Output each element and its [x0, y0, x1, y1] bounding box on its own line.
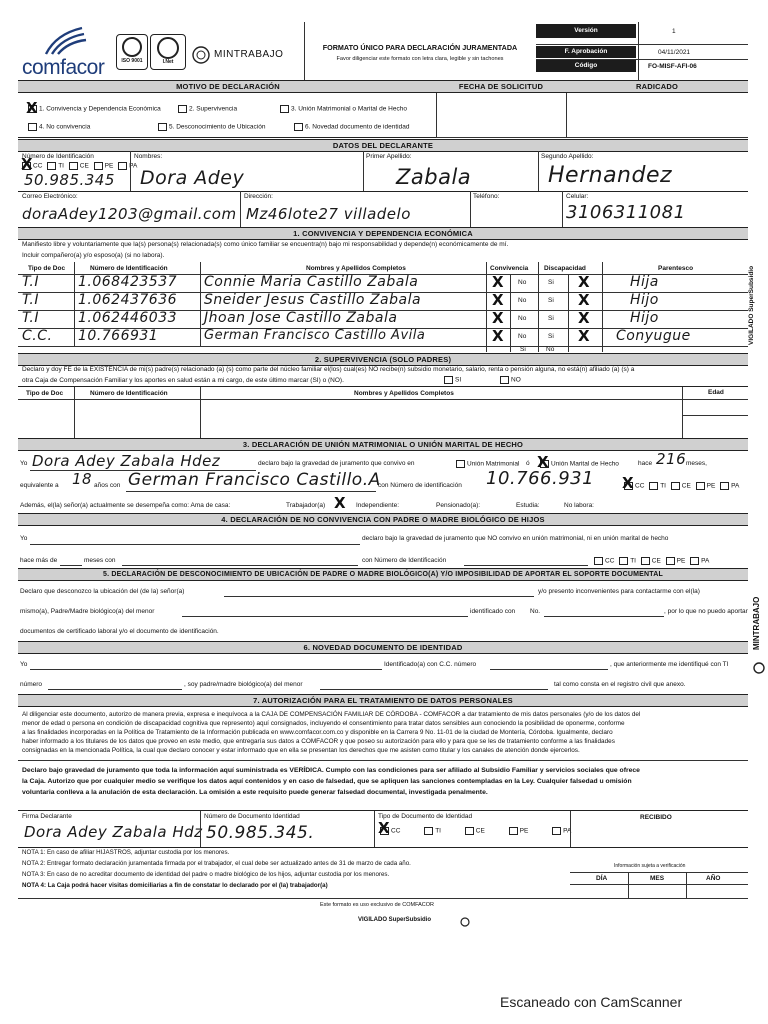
discapacidad-mark: X: [578, 273, 590, 291]
discapacidad-mark: X: [578, 309, 590, 327]
s3-hace: hace: [638, 460, 653, 467]
s5-l2: mismo(a), Padre/Madre biológico(a) del menor: [20, 608, 155, 615]
col-numero: Número de Identificación: [90, 265, 168, 272]
s6-l1: Identificado(a) con C.C. número: [384, 661, 477, 668]
mintrabajo-logo: [192, 46, 296, 66]
s3-partner-id: 10.766.931: [486, 468, 595, 489]
recibido-label: RECIBIDO: [640, 814, 672, 821]
s7-bold-2: la Caja. Autorizo que por cualquier medio se verifique los datos aquí contenidos y en caso de falsedad, que se apliquen las sanciones contempladas en la Ley. Cualquier falsedad u omisión: [22, 778, 632, 785]
col-tipo-doc: Tipo de Doc: [28, 265, 66, 272]
id-label: Número de Identificación: [22, 153, 94, 160]
option-supervivencia[interactable]: 2. Supervivencia: [178, 105, 237, 113]
form-title: FORMATO ÚNICO PARA DECLARACIÓN JURAMENTADA: [322, 43, 518, 52]
num-doc-label: Número de Documento Identidad: [204, 813, 300, 820]
table-row: [18, 328, 748, 346]
section2-title: 2. SUPERVIVENCIA (SOLO PADRES): [18, 353, 748, 366]
row-nombre: Sneider Jesus Castillo Zabala: [204, 292, 422, 308]
col-tipo-doc: Tipo de Doc: [26, 390, 64, 397]
s3-name-value: Dora Adey Zabala Hdez: [32, 452, 221, 470]
s4-yo: Yo: [20, 535, 28, 542]
inet-cert-badge: [150, 34, 186, 70]
comfacor-wordmark: comfacor: [22, 56, 105, 79]
row-parentesco: Hijo: [630, 310, 659, 326]
uso-exclusivo: Este formato es uso exclusivo de COMFACOR: [320, 902, 435, 908]
tipo-doc-label: Tipo de Documento de Identidad: [378, 813, 473, 820]
no-label: No: [518, 333, 527, 340]
globe-icon: [157, 37, 179, 59]
info-sujeta: Información sujeta a verificación: [614, 863, 686, 869]
col-convivencia: Convivencia: [490, 265, 529, 272]
s7-bold-3: voluntaria conlleva a la anulación de esta declaración. La omisión a este requisito puede generar falsedad documental, investigada penalmente.: [22, 789, 488, 796]
id-types: CC TI CE PE PA: [22, 162, 137, 170]
s7-bold-1: Declaro bajo gravedad de juramento que toda la información aquí suministrada es VERÍDICA. Cumplo con las condiciones para ser afiliado al Subsidio Familiar y servicios sociales que ofrece: [22, 767, 640, 774]
discapacidad-mark: X: [578, 327, 590, 345]
s3-meses-value: 216: [656, 450, 687, 468]
mintrabajo-wordmark: MINTRABAJO: [214, 49, 284, 60]
cc-mark: X: [21, 155, 33, 173]
notes-block: [18, 846, 570, 896]
s5-l2b: identificado con: [470, 608, 516, 615]
section2-no[interactable]: NO: [500, 376, 521, 384]
s3-con-num: con Número de identificación: [378, 482, 462, 489]
row-numero: 10.766931: [78, 328, 159, 344]
option-convivencia-mark: X: [26, 99, 38, 117]
comfacor-logo: [20, 26, 112, 79]
s3-union-mat[interactable]: Unión Matrimonial: [456, 460, 519, 468]
surname2-value: Hernandez: [548, 163, 673, 188]
names-value: Dora Adey: [140, 167, 245, 189]
supersubsidio-icon: [460, 917, 470, 927]
row-parentesco: Hijo: [630, 292, 659, 308]
convivencia-mark: X: [492, 291, 504, 309]
si-label: Si: [548, 279, 554, 286]
inet-label: I.Net: [162, 59, 174, 65]
section-motivo-title: MOTIVO DE DECLARACIÓN: [18, 80, 438, 93]
approval-label: F. Aprobación: [536, 46, 636, 58]
section1-intro2: Incluir compañero(a) y/o esposo(a) (si no labora).: [22, 252, 165, 259]
convivencia-mark: X: [492, 273, 504, 291]
s4-l2c: con Número de Identificación: [362, 557, 447, 564]
s3-nolabora: No labora:: [564, 502, 594, 509]
surname2-label: Segundo Apellido:: [541, 153, 594, 160]
section6-title: 6. NOVEDAD DOCUMENTO DE IDENTIDAD: [18, 641, 748, 654]
option-no-convivencia[interactable]: 4. No convivencia: [28, 123, 90, 131]
table-row: [18, 292, 748, 310]
row-nombre: German Francisco Castillo Avila: [204, 328, 426, 343]
row-tipo: C.C.: [22, 328, 53, 344]
signature-block: [18, 810, 748, 848]
id-value: 50.985.345: [24, 171, 115, 189]
side-mintrabajo: MINTRABAJO: [752, 596, 761, 650]
section1-title: 1. CONVIVENCIA Y DEPENDENCIA ECONÓMICA: [18, 227, 748, 240]
section2-text2: otra Caja de Compensación Familiar y los aportes en salud están a mi cargo, de este último marcar (SI) o (NO).: [22, 377, 344, 384]
row-tipo: T.I: [22, 274, 39, 290]
s3-l1: declaro bajo la gravedad de juramento que convivo en: [258, 460, 415, 467]
table-row: [18, 310, 748, 328]
s7-line-2: menor de edad o persona en condición de discapacidad cognitiva que represento) aquí consignados, incluyendo el consentimiento para tratar datos sensibles aun conociendo la posibilidad de oponerme, conforme: [22, 720, 625, 727]
section4-body: [18, 525, 748, 567]
col-parentesco: Parentesco: [658, 265, 694, 272]
s5-l1b: y/o presento inconvenientes para contactarme con el(la): [538, 588, 700, 595]
row-nombre: Jhoan Jose Castillo Zabala: [204, 310, 398, 326]
comfacor-swoosh-icon: [42, 26, 88, 56]
s3-union-marital[interactable]: Unión Marital de Hecho: [540, 460, 619, 468]
code-value: FO-MISF-AFI-06: [648, 63, 697, 70]
s3-partner-value: German Francisco Castillo.A: [128, 470, 381, 490]
s3-estudia: Estudia:: [516, 502, 540, 509]
num-doc-value: 50.985.345.: [206, 823, 315, 843]
version-label: Versión: [536, 24, 636, 38]
row-numero: 1.068423537: [78, 274, 178, 290]
code-label: Código: [536, 60, 636, 72]
surname1-label: Primer Apellido:: [366, 153, 412, 160]
address-value: Mz46lote27 villadelo: [246, 205, 411, 223]
section4-title: 4. DECLARACIÓN DE NO CONVIVENCIA CON PADRE O MADRE BIOLÓGICO DE HIJOS: [18, 513, 748, 526]
table-row: [18, 274, 748, 292]
si-label: Si: [548, 297, 554, 304]
approval-value: 04/11/2021: [658, 49, 691, 56]
row-parentesco: Conyugue: [616, 328, 691, 344]
discapacidad-mark: X: [578, 291, 590, 309]
s3-id-types: CC TI CE PE PA: [624, 482, 739, 490]
no-label: No: [546, 346, 555, 353]
email-value: doraAdey1203@gmail.com: [22, 205, 237, 223]
s6-l1b: , que anteriormente me identifiqué con TI: [610, 661, 729, 668]
s3-yo: Yo: [20, 460, 28, 467]
dia-label: DÍA: [596, 875, 608, 882]
firma-label: Firma Declarante: [22, 813, 72, 820]
s6-yo: Yo: [20, 661, 28, 668]
s5-l2c: No.: [530, 608, 541, 615]
declarante-row1: [18, 151, 748, 192]
email-label: Correo Electrónico:: [22, 193, 78, 200]
section-declarante-title: DATOS DEL DECLARANTE: [18, 139, 748, 152]
s3-anos-value: 18: [72, 470, 93, 488]
s3-independiente: Independiente:: [356, 502, 400, 509]
s4-l2b: meses con: [84, 557, 116, 564]
names-label: Nombres:: [134, 153, 163, 160]
section3-title: 3. DECLARACIÓN DE UNIÓN MATRIMONIAL O UNIÓN MARITAL DE HECHO: [18, 438, 748, 451]
s5-l3: documentos de certificado laboral y/o el documento de identificación.: [20, 628, 219, 635]
address-label: Dirección:: [244, 193, 273, 200]
ano-label: AÑO: [706, 875, 721, 882]
section1-intro: Manifiesto libre y voluntariamente que la(s) persona(s) relacionada(s) como único familiar se encuentra(n) bajo mi responsabilidad y depende(n) económicamente de mí.: [22, 241, 509, 248]
s7-line-3: a las finalidades incorporadas en la Política de Tratamiento de la Información publicada en www.comfacor.com.co y disponible en la Carrera 9 No. 11-01 de la ciudad de Montería, Córdoba. Igualmente, declaro: [22, 729, 613, 736]
surname1-value: Zabala: [396, 165, 472, 189]
s3-meses: meses,: [686, 460, 707, 467]
convivencia-mark: X: [492, 327, 504, 345]
s3-trabajador: Trabajador(a): [286, 502, 326, 509]
footer-cc-mark: X: [378, 819, 390, 837]
cert-circle-icon: [122, 37, 142, 57]
nota-2: NOTA 2: Entregar formato declaración juramentada firmada por el trabajador, el cual debe ser actualizado antes de 31 de marzo de cada año.: [22, 860, 411, 867]
no-label: No: [518, 315, 527, 322]
si-label: Si: [548, 315, 554, 322]
s3-equiv: equivalente a: [20, 482, 59, 489]
section2-si[interactable]: SI: [444, 376, 461, 384]
reception-date: [570, 846, 748, 898]
no-label: No: [518, 279, 527, 286]
supervivencia-table: [18, 386, 748, 440]
s3-cc-mark: X: [622, 474, 634, 492]
union-marital-mark: X: [537, 453, 549, 471]
convivencia-mark: X: [492, 309, 504, 327]
col-nombres: Nombres y Apellidos Completos: [306, 265, 406, 272]
nota-1: NOTA 1: En caso de afiliar HIJASTROS, adjuntar custodia por los menores.: [22, 849, 230, 856]
s3-anos: años con: [94, 482, 121, 489]
si-label: Si: [548, 333, 554, 340]
iso-label: ISO 9001: [121, 58, 143, 64]
version-value: 1: [672, 28, 676, 35]
section7-title: 7. AUTORIZACIÓN PARA EL TRATAMIENTO DE DATOS PERSONALES: [18, 694, 748, 707]
section5-title: 5. DECLARACIÓN DE DESCONOCIMIENTO DE UBICACIÓN DE PADRE O MADRE BIOLÓGICO(A) Y/O IMPOSIBILIDAD DE APORTAR EL SOPORTE DOCUMENTAL: [18, 568, 748, 581]
dependents-table: [18, 262, 748, 352]
s7-line-1: Al diligenciar este documento, autorizo de manera previa, expresa e inequívoca a la CAJA DE COMPENSACIÓN FAMILIAR DE CÓRDOBA - COMFACOR a dar tratamiento de mis datos personales (y/o de los datos del: [22, 711, 641, 718]
row-nombre: Connie Maria Castillo Zabala: [204, 274, 419, 290]
col-discapacidad: Discapacidad: [544, 265, 586, 272]
row-numero: 1.062446033: [78, 310, 178, 326]
s4-l1: declaro bajo la gravedad de juramento que NO convivo en unión matrimonial, ni en unión marital de hecho: [362, 535, 669, 542]
phone-label: Teléfono:: [473, 193, 500, 200]
s6-l2c: tal como consta en el registro civil que anexo.: [554, 681, 686, 688]
option-novedad[interactable]: 6. Novedad documento de identidad: [294, 123, 409, 131]
row-tipo: T.I: [22, 310, 39, 326]
col-edad: Edad: [708, 389, 724, 396]
s6-l2b: , soy padre/madre biológico(a) del menor: [184, 681, 303, 688]
no-label: No: [518, 297, 527, 304]
side-seal-icon: [753, 662, 765, 674]
colombia-seal-icon: [192, 46, 210, 64]
nota-3: NOTA 3: En caso de no acreditar documento de identidad del padre o madre biológico de los hijos, adjuntar custodia por los menores.: [22, 871, 390, 878]
s4-id-types: CC TI CE PE PA: [594, 557, 709, 565]
side-vigilado: VIGILADO SuperSubsidio: [748, 265, 755, 345]
si-label: Si: [520, 346, 526, 353]
iso-cert-badge: [116, 34, 148, 70]
col-nombres: Nombres y Apellidos Completos: [354, 390, 454, 397]
declarante-row2: [18, 191, 748, 228]
fecha-solicitud-label: FECHA DE SOLICITUD: [436, 80, 566, 93]
nota-4: NOTA 4: La Caja podrá hacer visitas domiciliarias a fin de constatar lo declarado por el (la) trabajador(a): [22, 882, 328, 889]
section3-body: [18, 450, 748, 512]
section2-text: Declaro y doy FE de la EXISTENCIA de mi(s) padre(s) relacionado (a) (s) como parte del núcleo familiar el(los) cual(es) NO recibe(n) subsidio monetario, salario, renta o pensión alguna, no está(n) afiliado (a) (s) a: [22, 366, 635, 373]
s5-l1: Declaro que desconozco la ubicación del (de la) señor(a): [20, 588, 185, 595]
col-numero: Número de Identificación: [90, 390, 168, 397]
declaration-form: [18, 22, 748, 923]
row-numero: 1.062437636: [78, 292, 178, 308]
row-tipo: T.I: [22, 292, 39, 308]
radicado-label: RADICADO: [566, 80, 748, 93]
section6-body: [18, 653, 748, 693]
form-header: [18, 22, 748, 81]
motivo-options: [18, 93, 436, 138]
s3-pensionado: Pensionado(a):: [436, 502, 481, 509]
s5-l2d: , por lo que no puedo aportar: [664, 608, 748, 615]
form-subtitle: Favor diligenciar este formato con letra clara, legible y sin tachones: [336, 56, 504, 62]
vigilado-footer: VIGILADO SuperSubsidio: [358, 917, 432, 923]
option-union[interactable]: 3. Unión Matrimonial o Marital de Hecho: [280, 105, 407, 113]
option-convivencia[interactable]: 1. Convivencia y Dependencia Económica: [28, 105, 161, 113]
s3-o: ó: [526, 460, 530, 467]
s7-line-4: haber informado a los titulares de los datos que proveo en este medio, que entregaría sus datos a COMFACOR y que poseo su autorización para ello y para que se les de tratamiento conforme a las finalidades: [22, 738, 615, 745]
s7-line-5: consignadas en la mencionada Política, la cual que declaro conocer y estar informado que en ella se presentan los derechos que me asisten como titular y los canales de atención donde ejercerlos.: [22, 747, 580, 754]
section5-body: [18, 580, 748, 640]
trabajador-mark: X: [334, 494, 346, 512]
s3-l3: Además, el(la) señor(a) actualmente se desempeña como: Ama de casa:: [20, 502, 231, 509]
camscanner-watermark: Escaneado con CamScanner: [500, 994, 683, 1010]
cell-value: 3106311081: [566, 202, 686, 223]
firma-value: Dora Adey Zabala Hdz: [24, 823, 203, 841]
option-desconocimiento[interactable]: 5. Desconocimiento de Ubicación: [158, 123, 265, 131]
mes-label: MES: [650, 875, 665, 882]
footer-id-types: CC TI CE PE PA: [380, 827, 571, 835]
s6-l2a: número: [20, 681, 43, 688]
row-parentesco: Hija: [630, 274, 659, 290]
s4-l2a: hace más de: [20, 557, 58, 564]
cell-label: Celular:: [566, 193, 589, 200]
